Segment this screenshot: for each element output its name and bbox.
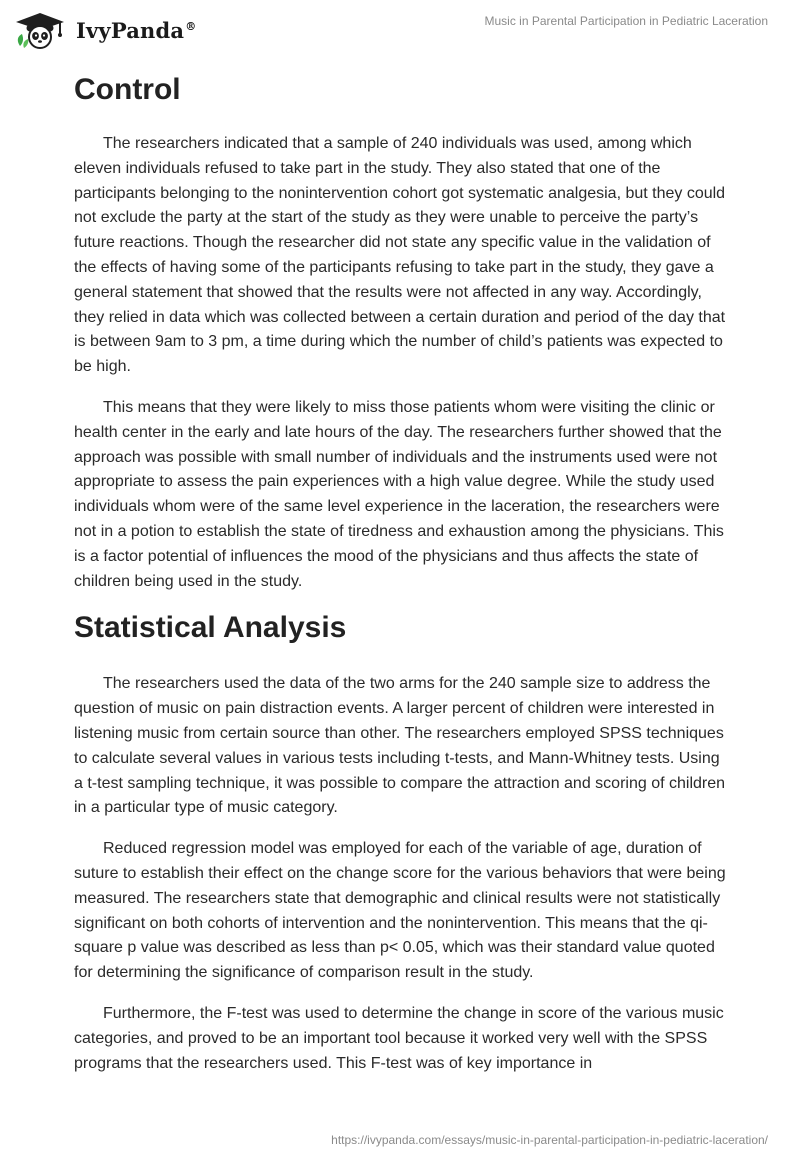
source-url-link[interactable]: https://ivypanda.com/essays/music-in-parental-participation-in-pediatric-laceration/: [331, 1133, 768, 1147]
paragraph: The researchers indicated that a sample of 240 individuals was used, among which eleven individuals refused to take part in the study. They also stated that one of the participants belonging to the nonintervention cohort got systematic analgesia, but they could not exclude the party at the start of the study as they were unable to perceive the party’s future reactions. Though the researcher did not state any specific value in the validation of the effects of having some of the participants refusing to take part in the study, they gave a general statement that showed that the results were not affected in any way. Accordingly, they relied in data which was collected between a certain duration and period of the day that is between 9am to 3 pm, a time during which the number of child’s patients was expected to be high.: [74, 135, 726, 376]
section-heading-statistical-analysis: Statistical Analysis: [74, 611, 347, 645]
page-header: [0, 0, 800, 60]
paragraph: Reduced regression model was employed for each of the variable of age, duration of suture to establish their effect on the change score for the various behaviors that were being measured. The researchers state that demographic and clinical results were not statistically significant on both cohorts of intervention and the nonintervention. This means that the qi-square p value was described as less than p< 0.05, which was their standard value quoted for determining the significance of comparison result in the study.: [74, 840, 726, 982]
panda-graduate-icon: [14, 10, 68, 50]
section-heading-control: Control: [74, 73, 181, 106]
article-body: [74, 72, 726, 1092]
paragraph: Furthermore, the F-test was used to determine the change in score of the various music categories, and proved to be an important tool because it worked very well with the SPSS programs that the researchers used. This F-test was of key importance in: [74, 1004, 724, 1072]
brand-name: IvyPanda®: [76, 17, 197, 43]
paragraph: The researchers used the data of the two arms for the 240 sample size to address the question of music on pain distraction events. A larger percent of children were interested in listening music from certain source than other. The researchers employed SPSS techniques to calculate several values in various tests including t-tests, and Mann-Whitney tests. Using a t-test sampling technique, it was possible to compare the attraction and scoring of children in a particular type of music category.: [74, 675, 726, 817]
paragraph: This means that they were likely to miss those patients whom were visiting the clinic or health center in the early and late hours of the day. The researchers further showed that the approach was possible with small number of individuals and the instruments used were not appropriate to assess the pain experiences with a high value degree. While the study used individuals whom were of the same level experience in the laceration, the researchers were not in a potion to establish the state of tiredness and exhaustion among the physicians. This is a factor potential of influences the mood of the physicians and thus affects the state of children being used in the study.: [74, 398, 724, 590]
document-title: Music in Parental Participation in Pediatric Laceration: [484, 14, 768, 28]
ivypanda-logo[interactable]: [14, 10, 196, 50]
